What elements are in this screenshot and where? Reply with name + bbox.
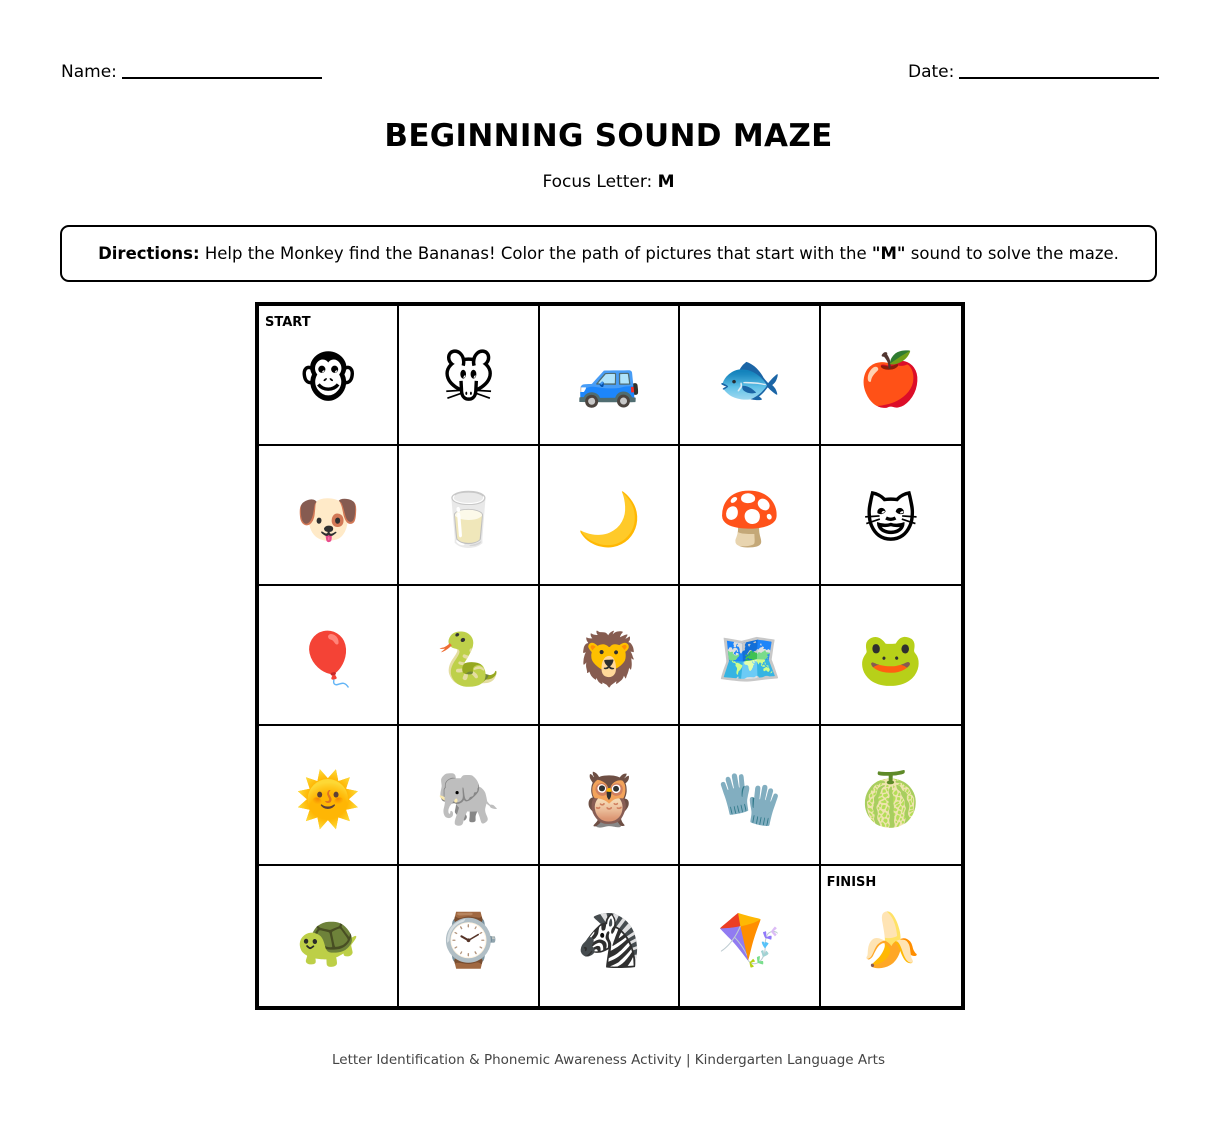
frog-icon: 🐸 <box>858 630 924 690</box>
maze-cell-turtle[interactable] <box>259 866 399 1006</box>
fish-icon: 🐟 <box>717 350 782 410</box>
maze-cell-balloon[interactable] <box>259 586 399 726</box>
mushroom-icon: 🍄 <box>717 490 782 550</box>
name-field[interactable] <box>61 62 322 82</box>
finish-label: FINISH <box>826 875 877 890</box>
date-field[interactable] <box>908 62 1159 82</box>
moon-icon: 🌙 <box>576 490 642 550</box>
maze-cell-monkey[interactable] <box>259 306 399 446</box>
directions-box <box>60 225 1157 282</box>
date-label: Date: <box>908 62 955 82</box>
maze-grid <box>255 302 965 1010</box>
sun-icon: 🌞 <box>295 770 361 830</box>
mitten-icon: 🧤 <box>717 770 782 830</box>
maze-cell-frog[interactable] <box>821 586 961 726</box>
mouse-icon: 🐭 <box>441 350 496 410</box>
focus-label: Focus Letter: <box>542 172 653 192</box>
maze-cell-map[interactable] <box>680 586 820 726</box>
maze-cell-zebra[interactable] <box>540 866 680 1006</box>
maze-cell-mushroom[interactable] <box>680 446 820 586</box>
maze-cell-kite[interactable] <box>680 866 820 1006</box>
apple-icon: 🍎 <box>858 350 924 410</box>
directions-text-before: Help the Monkey find the Bananas! Color the path of pictures that start with the <box>199 244 872 263</box>
focus-letter <box>0 172 1217 192</box>
maze-cell-fish[interactable] <box>680 306 820 446</box>
directions-letter: "M" <box>871 244 906 263</box>
maze-cell-sun[interactable] <box>259 726 399 866</box>
maze-cell-mitten[interactable] <box>680 726 820 866</box>
maze-cell-snake[interactable] <box>399 586 539 726</box>
maze-cell-milk[interactable] <box>399 446 539 586</box>
milk-icon: 🥛 <box>436 490 501 550</box>
map-icon: 🗺️ <box>717 630 782 690</box>
dog-icon: 🐶 <box>295 490 361 550</box>
kite-icon: 🪁 <box>717 911 782 971</box>
maze-cell-watch[interactable] <box>399 866 539 1006</box>
car-icon: 🚙 <box>576 350 642 410</box>
maze-cell-elephant[interactable] <box>399 726 539 866</box>
name-blank-line[interactable] <box>122 77 322 79</box>
melon-icon: 🍈 <box>858 770 924 830</box>
maze-cell-car[interactable] <box>540 306 680 446</box>
snake-icon: 🐍 <box>436 630 501 690</box>
directions-text-after: sound to solve the maze. <box>905 244 1119 263</box>
name-label: Name: <box>61 62 117 82</box>
elephant-icon: 🐘 <box>436 770 501 830</box>
owl-icon: 🦉 <box>576 770 642 830</box>
cat-icon: 😺 <box>863 490 918 550</box>
maze-cell-moon[interactable] <box>540 446 680 586</box>
focus-letter-value: M <box>657 172 675 192</box>
zebra-icon: 🦓 <box>576 911 642 971</box>
maze-cell-melon[interactable] <box>821 726 961 866</box>
watch-icon: ⌚ <box>436 911 501 971</box>
maze-cell-dog[interactable] <box>259 446 399 586</box>
date-blank-line[interactable] <box>959 77 1159 79</box>
maze-cell-owl[interactable] <box>540 726 680 866</box>
balloon-icon: 🎈 <box>295 630 361 690</box>
footer-text: Letter Identification & Phonemic Awareness Activity | Kindergarten Language Arts <box>332 1052 885 1068</box>
maze-cell-cat[interactable] <box>821 446 961 586</box>
start-label: START <box>265 315 311 330</box>
monkey-icon: 🐵 <box>298 350 359 410</box>
maze-cell-banana[interactable] <box>821 866 961 1006</box>
turtle-icon: 🐢 <box>295 911 361 971</box>
page-title: BEGINNING SOUND MAZE <box>384 118 833 154</box>
directions-label: Directions: <box>98 244 200 263</box>
lion-icon: 🦁 <box>576 630 642 690</box>
maze-cell-lion[interactable] <box>540 586 680 726</box>
maze-cell-apple[interactable] <box>821 306 961 446</box>
maze-cell-mouse[interactable] <box>399 306 539 446</box>
banana-icon: 🍌 <box>858 911 924 971</box>
